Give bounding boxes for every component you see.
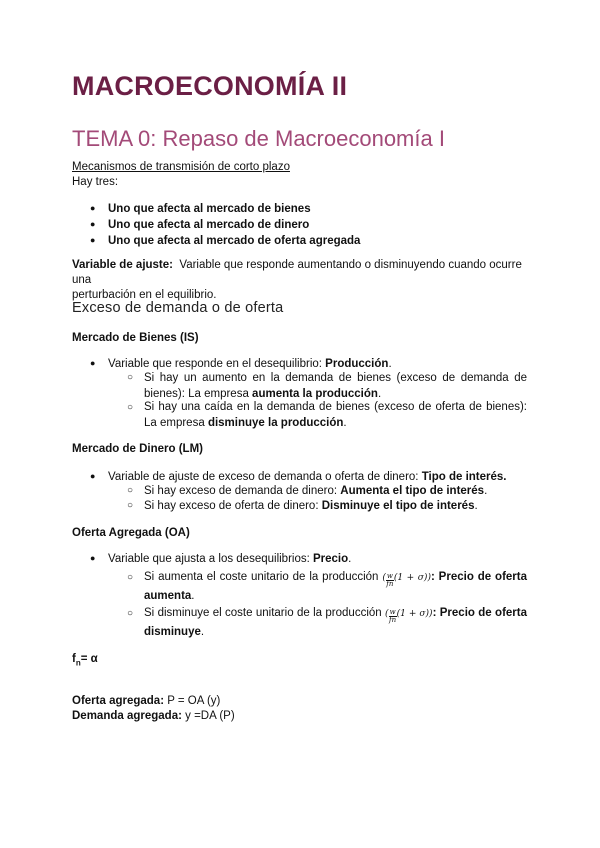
bienes-sub1: Si hay un aumento en la demanda de bienes (exceso de demanda de bienes): La empresa aumenta la producción. <box>144 372 527 400</box>
dinero-bullet: ● Variable de ajuste de exceso de demanda o oferta de dinero: Tipo de interés. <box>90 471 507 483</box>
list-item: ● Uno que afecta al mercado de dinero <box>90 219 310 231</box>
list-item: ● Uno que afecta al mercado de bienes <box>90 203 311 215</box>
mecanismos-heading: Mecanismos de transmisión de corto plazo <box>72 161 290 173</box>
bullet-icon: ● <box>90 203 96 213</box>
dinero-sub2: Si hay exceso de oferta de dinero: Disminuye el tipo de interés. <box>144 500 478 512</box>
oferta-agregada-line: Oferta agregada: P = OA (y) <box>72 695 221 707</box>
circle-bullet-icon: ○ <box>127 402 134 413</box>
oferta-bullet: ● Variable que ajusta a los desequilibrios: Precio. <box>90 553 352 565</box>
circle-bullet-icon: ○ <box>127 572 134 583</box>
oferta-sub1: Si aumenta el coste unitario de la producción ( $\frac{w}{fn}$ (1 + σ)): Precio de oferta aumenta. <box>144 571 528 602</box>
bullet-icon: ● <box>90 219 96 229</box>
page-title: MACROECONOMÍA II <box>72 71 348 101</box>
bienes-sub2: Si hay una caída en la demanda de bienes (exceso de oferta de bienes): La empresa disminuye la producción. <box>144 401 527 429</box>
exceso-heading: Exceso de demanda o de oferta <box>72 300 284 316</box>
circle-bullet-icon: ○ <box>127 372 134 383</box>
bienes-bullet: ● Variable que responde en el desequilibrio: Producción. <box>90 358 392 370</box>
bullet-icon: ● <box>90 471 96 481</box>
bullet-icon: ● <box>90 553 96 563</box>
fn-equation: $f_n= \alpha$ <box>72 653 98 668</box>
oferta-sub2: Si disminuye el coste unitario de la producción ( $\frac{w}{fn}$ (1 + σ)): Precio de oferta disminuye. <box>144 607 527 638</box>
bullet-icon: ● <box>90 358 96 368</box>
list-item: ● Uno que afecta al mercado de oferta agregada <box>90 235 361 247</box>
tema-heading: TEMA 0: Repaso de Macroeconomía I <box>72 126 445 151</box>
oferta-heading: Oferta Agregada (OA) <box>72 527 190 539</box>
dinero-sub1: Si hay exceso de demanda de dinero: Aumenta el tipo de interés. <box>144 485 488 497</box>
mecanismos-intro: Hay tres: <box>72 176 119 188</box>
circle-bullet-icon: ○ <box>127 500 134 511</box>
circle-bullet-icon: ○ <box>127 485 134 496</box>
circle-bullet-icon: ○ <box>127 608 134 619</box>
formula: ( $\frac{w}{fn}$ (1 + σ)) <box>385 608 433 624</box>
dinero-heading: Mercado de Dinero (LM) <box>72 443 203 455</box>
bullet-icon: ● <box>90 235 96 245</box>
variable-ajuste-paragraph: Variable de ajuste: Variable que responde aumentando o disminuyendo cuando ocurre una perturbación en el equilibrio. <box>72 259 522 301</box>
mecanismos-list <box>90 201 360 249</box>
formula: ( $\frac{w}{fn}$ (1 + σ)) <box>382 572 431 588</box>
bienes-heading: Mercado de Bienes (IS) <box>72 332 199 344</box>
demanda-agregada-line: Demanda agregada: y =DA (P) <box>72 710 235 722</box>
